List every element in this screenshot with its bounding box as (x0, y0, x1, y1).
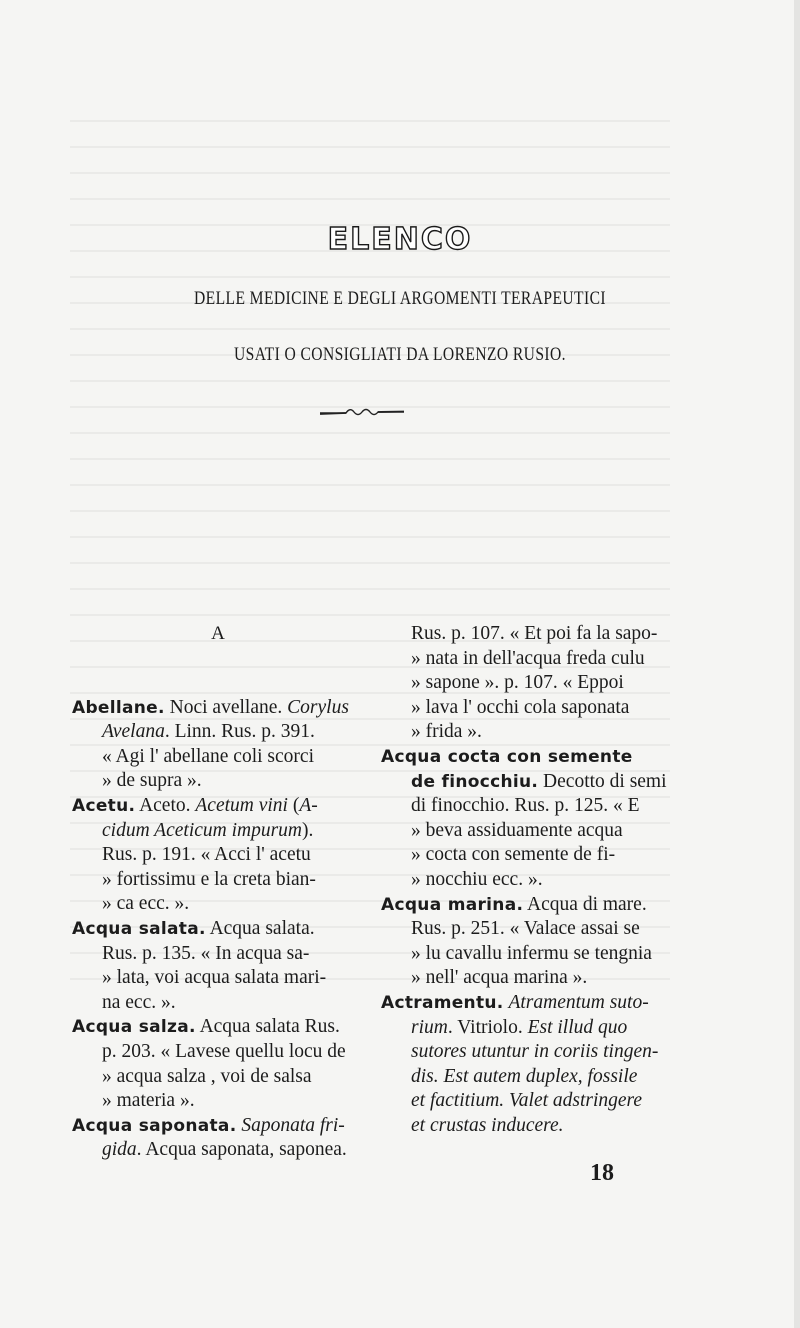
entry-line (72, 1114, 364, 1139)
entry-line (381, 893, 663, 918)
entry-line: Abellane. Noci avellane. Corylus (72, 696, 349, 718)
entry-line: gida. Acqua saponata, saponea. (102, 1139, 347, 1161)
entry-line: » beva assiduamente acqua (411, 819, 623, 841)
entry-line: » sapone ». p. 107. « Eppoi (411, 672, 624, 694)
entry-headword: Abellane. (72, 697, 165, 718)
page-title: ELENCO (327, 222, 473, 257)
entry-abellane (72, 696, 364, 794)
entry-line: Rus. p. 251. « Valace assai se (411, 918, 640, 940)
entry-line (381, 770, 667, 795)
entry-headword: Acqua marina. (381, 894, 524, 915)
subtitle-line-1: DELLE MEDICINE E DEGLI ARGOMENTI TERAPEUTICI (194, 288, 606, 309)
entry-line: » lava l' occhi cola saponata (411, 696, 630, 718)
entry-line-text: Acqua salata. (209, 917, 315, 939)
entry-line (381, 991, 663, 1016)
entry-line: Rus. p. 135. « In acqua sa- (102, 942, 310, 964)
entry-line: » cocta con semente de fi- (411, 844, 616, 866)
entry-line: » fortissimu e la creta bian- (102, 868, 316, 890)
left-column (72, 622, 364, 1163)
entry-headword: Acqua cocta con semente (381, 746, 633, 767)
entry-line: » materia ». (102, 1090, 195, 1112)
entry-acqua-saponata (72, 1114, 364, 1163)
entry-acqua-salza (72, 1015, 364, 1113)
entry-headword-cont: de finocchiu. (411, 771, 539, 792)
entry-headword: Acetu. (72, 795, 136, 816)
entry-line: na ecc. ». (102, 991, 176, 1013)
entry-actramentu (381, 991, 663, 1139)
entry-line: » de supra ». (102, 770, 202, 792)
entry-headword: Acqua salza. (72, 1017, 196, 1038)
entry-line: di finocchio. Rus. p. 125. « E (411, 795, 640, 817)
entry-line: et crustas inducere. (411, 1114, 564, 1136)
entry-acqua-saponata-cont (381, 622, 663, 745)
subtitle-line-2: USATI O CONSIGLIATI DA LORENZO RUSIO. (234, 344, 566, 365)
entry-line: » nocchiu ecc. ». (411, 868, 543, 890)
entry-acqua-cocta (381, 745, 667, 893)
entry-line: » lata, voi acqua salata mari- (102, 967, 327, 989)
entry-line (72, 1015, 364, 1040)
entry-acqua-salata (72, 917, 364, 1015)
entry-line: » ca ecc. ». (102, 893, 190, 915)
entry-line: sutores utuntur in coriis tingen- (411, 1041, 659, 1063)
entry-line (72, 917, 364, 942)
entry-line: dis. Est autem duplex, fossile (411, 1065, 638, 1087)
entry-line: « Agi l' abellane coli scorci (102, 745, 314, 767)
entry-line: Rus. p. 107. « Et poi fa la sapo- (411, 623, 658, 644)
entry-line-text: Decotto di semi (543, 770, 667, 792)
entry-line-text: Saponata fri- (241, 1114, 345, 1136)
entry-line-text: Acqua di mare. (527, 893, 647, 915)
entry-line: p. 203. « Lavese quellu locu de (102, 1040, 346, 1062)
entry-line: Avelana. Linn. Rus. p. 391. (102, 721, 315, 743)
right-column (381, 622, 667, 1138)
entry-line: » lu cavallu infermu se tengnia (411, 942, 652, 964)
entry-line-text: Acqua salata Rus. (199, 1016, 340, 1038)
entry-line: et factitium. Valet adstringere (411, 1090, 643, 1112)
entry-line: » acqua salza , voi de salsa (102, 1065, 312, 1087)
section-letter: A (211, 623, 225, 644)
entry-headword: Acqua saponata. (72, 1115, 237, 1136)
entry-line: » frida ». (411, 721, 482, 743)
entry-line: rium. Vitriolo. Est illud quo (411, 1016, 628, 1038)
entry-line: Rus. p. 191. « Acci l' acetu (102, 844, 311, 866)
page-number: 18 (590, 1160, 614, 1186)
entry-line: Acetu. Aceto. Acetum vini (A- (72, 794, 318, 816)
entry-line: » nata in dell'acqua freda culu (411, 647, 645, 669)
entry-acetu (72, 794, 364, 917)
ornament-divider-icon (320, 404, 404, 420)
entry-headword: Actramentu. (381, 992, 504, 1013)
entry-line: » nell' acqua marina ». (411, 967, 588, 989)
entry-line: cidum Aceticum impurum). (102, 819, 314, 841)
entry-headword: Acqua salata. (72, 918, 206, 939)
entry-acqua-marina (381, 893, 663, 991)
entry-line (381, 745, 663, 770)
entry-line-text: Atramentum suto- (508, 991, 649, 1013)
